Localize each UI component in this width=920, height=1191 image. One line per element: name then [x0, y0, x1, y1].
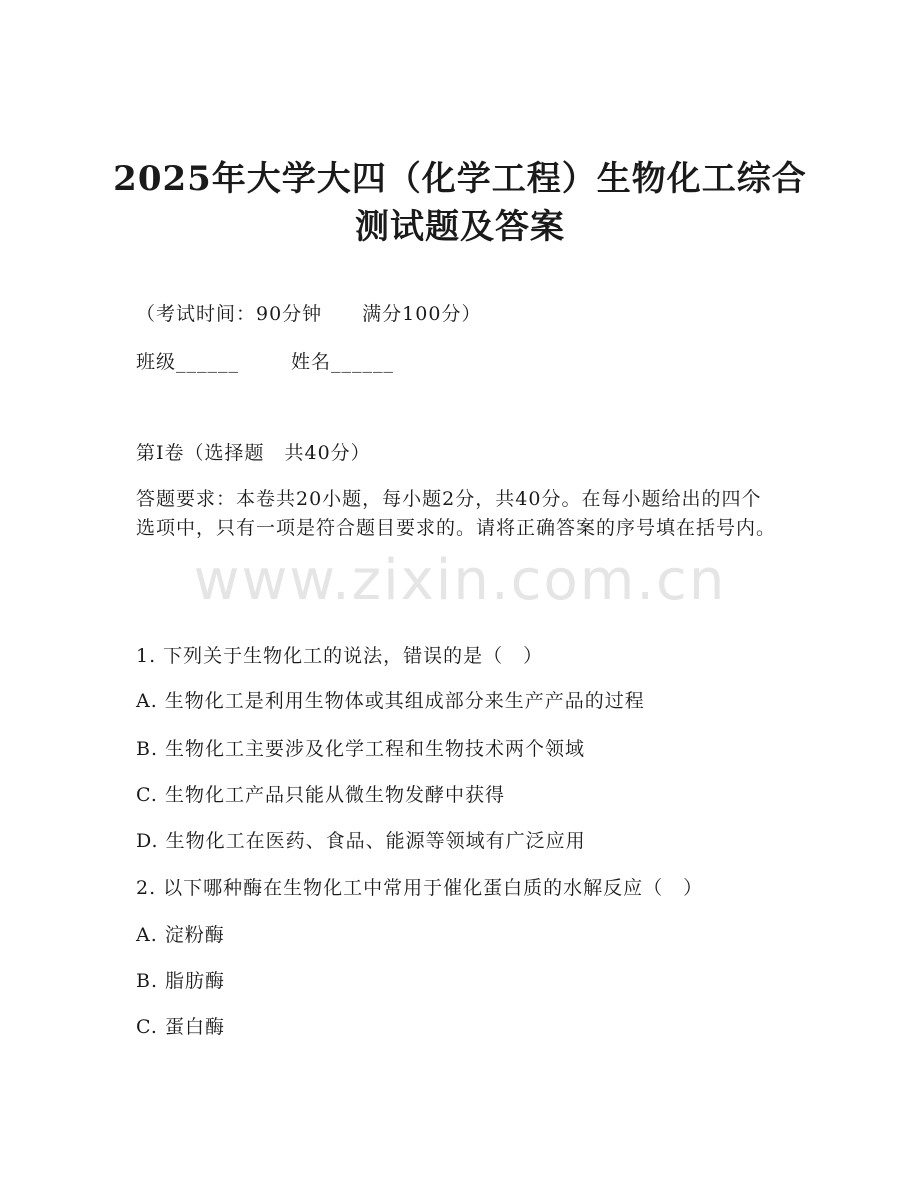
question-2-option-b: B. 脂肪酶 [136, 970, 226, 992]
section-heading: 第I卷（选择题 共40分） [136, 442, 371, 464]
question-1-option-d: D. 生物化工在医药、食品、能源等领域有广泛应用 [136, 830, 586, 852]
exam-info: （考试时间：90分钟 满分100分） [136, 303, 482, 325]
watermark: www.zixin.com.cn [193, 548, 727, 613]
question-2-option-c: C. 蛋白酶 [136, 1016, 225, 1038]
question-1-option-a: A. 生物化工是利用生物体或其组成部分来生产产品的过程 [136, 690, 645, 712]
document-title-line2: 测试题及答案 [355, 207, 565, 247]
question-1-stem: 1. 下列关于生物化工的说法，错误的是（ ） [136, 645, 544, 667]
answer-requirements: 答题要求：本卷共20小题，每小题2分，共40分。在每小题给出的四个选项中，只有一项是符合题目要求的。请将正确答案的序号填在括号内。 [136, 488, 777, 539]
class-name-row [136, 353, 394, 372]
name-label: 姓名______ [291, 351, 395, 373]
question-1-option-c: C. 生物化工产品只能从微生物发酵中获得 [136, 784, 505, 806]
document-title-line1: 2025年大学大四（化学工程）生物化工综合 [113, 159, 807, 199]
question-1-option-b: B. 生物化工主要涉及化学工程和生物技术两个领域 [136, 738, 586, 760]
question-2-stem: 2. 以下哪种酶在生物化工中常用于催化蛋白质的水解反应（ ） [136, 877, 704, 899]
question-2-option-a: A. 淀粉酶 [136, 924, 225, 946]
class-label: 班级______ [136, 351, 240, 373]
